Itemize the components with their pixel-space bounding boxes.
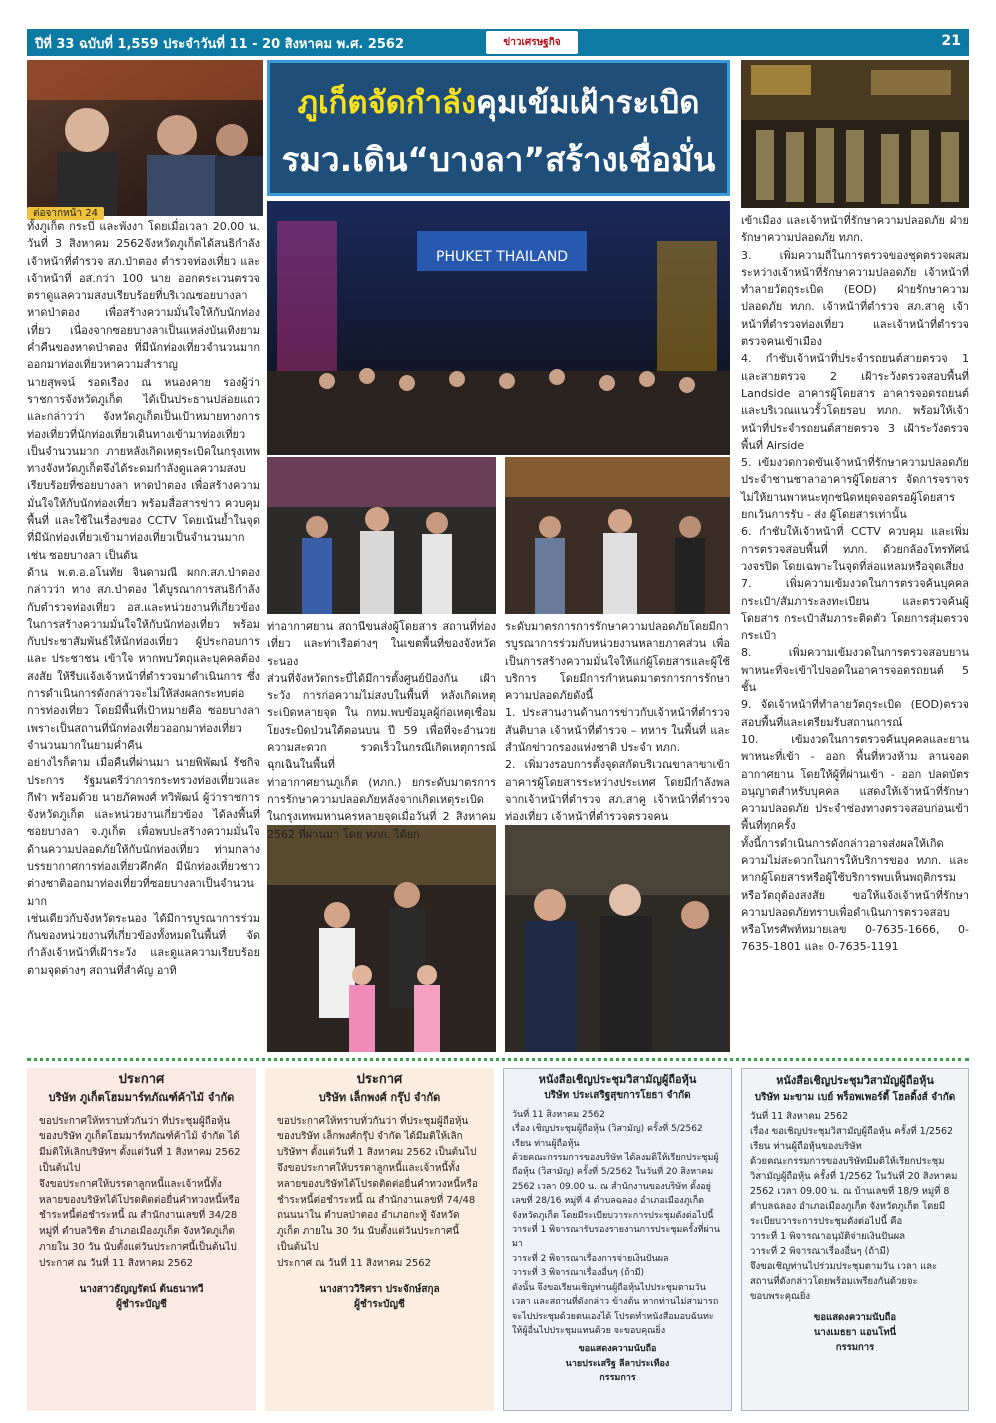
notice-company: บริษัท ประเสริฐสุขการโยธา จำกัด	[544, 1090, 691, 1102]
header-bar	[27, 29, 969, 56]
photo-greeting	[505, 457, 730, 614]
photo-top-right	[741, 60, 969, 208]
section-divider	[27, 1058, 969, 1061]
article-column-3: ระดับมาตรการการรักษาความปลอดภัยโดยมีการบูรณาการร่วมกับหน่วยงานหลายภาคส่วน เพื่อเป็นการสร้างความมั่นใจให้แก่ผู้โดยสารและผู้ใช้บริการ โดยมีการกำหนดมาตรการการรักษาความปลอดภัยดังนี้ 1. ประสานงานด้านการข่าวกับเจ้าหน้าที่ตำรวจสันติบาล เจ้าหน้าที่ตำรวจ – ทหาร ในพื้นที่ และสำนักข่าวกรองแห่งชาติ ประจำ ทภก. 2. เพิ่มวงรอบการตั้งจุดสกัดบริเวณขาลาขาเข้า อาคารผู้โดยสารระหว่างประเทศ โดยมีกำลังพลจากเจ้าหน้าที่ตำรวจ สภ.สาคู เจ้าหน้าที่ตำรวจท่องเที่ยว เจ้าหน้าที่ตำรวจตรวจคน	[505, 620, 730, 824]
notice-company: บริษัท ภูเก็ตโฮมมาร์ทภัณฑ์ค้าไม้ จำกัด	[48, 1090, 235, 1104]
notice-body: ขอประกาศให้ทราบทั่วกันว่า ที่ประชุมผู้ถือหุ้นของบริษัท ภูเก็ตโฮมมาร์ทภัณฑ์ค้าไม้ จำกัด ได้มีมติให้เลิกบริษัทฯ ตั้งแต่วันที่ 1 สิงหาคม 2562 เป็นต้นไป จึงขอประกาศให้บรรดาลูกหนี้และเจ้าหนี้ทั้งหลายของบริษัทได้โปรดติดต่อยื่นคำทวงหนี้หรือชำระหนี้ต่อชำระหนี้ ณ สำนักงานเลขที่ 34/28 หมู่ที่ ตำบลวิชิต อำเภอเมืองภูเก็ต จังหวัดภูเก็ต ภายใน 30 วัน นับตั้งแต่วันประกาศนี้เป็นต้นไป ประกาศ ณ วันที่ 11 สิงหาคม 2562	[39, 1115, 241, 1269]
photo-top-left	[27, 60, 263, 216]
notice-body: ขอประกาศให้ทราบทั่วกันว่า ที่ประชุมผู้ถือหุ้นของบริษัท เล็กพงศ์กรุ๊ป จำกัด ได้มีมติให้เลิกบริษัทฯ ตั้งแต่วันที่ 1 สิงหาคม 2562 เป็นต้นไป จึงขอประกาศให้บรรดาลูกหนี้และเจ้าหนี้ทั้งหลายของบริษัทได้โปรดติดต่อยื่นคำทวงหนี้หรือชำระหนี้ต่อชำระหนี้ ณ สำนักงานเลขที่ 74/48 ถนนนาใน ตำบลป่าตอง อำเภอกะทู้ จังหวัดภูเก็ต ภายใน 30 วัน นับตั้งแต่วันประกาศนี้เป็นต้นไป ประกาศ ณ วันที่ 11 สิงหาคม 2562	[277, 1115, 478, 1269]
photo-minister-walk	[267, 457, 496, 614]
continue-tag[interactable]: ต่อจากหน้า 24	[27, 207, 104, 220]
newspaper-logo: ข่าวเศรษฐกิจ	[486, 31, 578, 54]
headline-line-2: รมว.เดิน“บางลา”สร้างเชื่อมั่น	[281, 140, 716, 179]
notice-title: ประกาศ	[356, 1072, 403, 1087]
notice-title: หนังสือเชิญประชุมวิสามัญผู้ถือหุ้น	[776, 1074, 934, 1087]
headline-part-b: คุมเข้มเฝ้าระเบิด	[476, 85, 700, 121]
notice-box-2	[265, 1068, 494, 1411]
article-column-4: เข้าเมือง และเจ้าหน้าที่รักษาความปลอดภัย ฝ่ายรักษาความปลอดภัย ทภก. 3. เพิ่มความถี่ในการตรวจของชุดตรวจผสมระหว่างเจ้าหน้าที่รักษาความปลอดภัย เจ้าหน้าที่ทำลายวัตถุระเบิด (EOD) ฝ่ายรักษาความปลอดภัย ทภก. เจ้าหน้าที่ตำรวจ สภ.สาคู เจ้าหน้าที่ตำรวจท่องเที่ยว และเจ้าหน้าที่ตำรวจตรวจคนเข้าเมือง 4. กำชับเจ้าหน้าที่ประจำรถยนต์สายตรวจ 1 และสายตรวจ 2 เฝ้าระวังตรวจสอบพื้นที่ Landside อาคารผู้โดยสาร อาคารจอดรถยนต์ และบริเวณแนวรั้วโดยรอบ ทภก. พร้อมให้เจ้าหน้าที่ประจำรถยนต์สายตรวจ 3 เฝ้าระวังตรวจพื้นที่ Airside 5. เข้มงวดกวดขันเจ้าหน้าที่รักษาความปลอดภัย ประจำชานชาลาอาคารผู้โดยสาร จัดการจราจรไม่ให้ยานพาหนะทุกชนิดหยุดจอดรอผู้โดยสาร ยกเว้นการรับ - ส่ง ผู้โดยสารเท่านั้น 6. กำชับให้เจ้าหน้าที่ CCTV ควบคุม และเพิ่มการตรวจสอบพื้นที่ ทภก. ด้วยกล้องโทรทัศน์วงจรปิด โดยเฉพาะในจุดที่ล่อแหลมหรือจุดเสี่ยง 7. เพิ่มความเข้มงวดในการตรวจค้นบุคคล กระเป๋า/สัมภาระลงทะเบียน และตรวจค้นผู้โดยสาร กระเป๋าสัมภาระติดตัว โดยการสุ่มตรวจกระเป๋า 8. เพิ่มความเข้มงวดในการตรวจสอบยานพาหนะที่จะเข้าไปจอดในอาคารจอดรถยนต์ 5 ชั้น 9. จัดเจ้าหน้าที่ทำลายวัตถุระเบิด (EOD)ตรวจสอบพื้นที่และเตรียมรับสถานการณ์ 10. เข้มงวดในการตรวจค้นบุคคลและยานพาหนะที่เข้า - ออก พื้นที่หวงห้าม ลานจอดอากาศยาน โดยให้ผู้ที่ผ่านเข้า - ออก ปลดบัตรอนุญาตสำหรับบุคคล แสดงให้เจ้าหน้าที่รักษาความปลอดภัย ประจำช่องทางตรวจสอบก่อนเข้าพื้นที่ทุกครั้ง ทั้งนี้การดำเนินการดังกล่าวอาจส่งผลให้เกิดความไม่สะดวกในการให้บริการของ ทภก. และหากผู้โดยสารหรือผู้ใช้บริการพบเห็นพฤติกรรมหรือวัตถุต้องสงสัย ขอให้แจ้งเจ้าหน้าที่รักษาความปลอดภัยทราบเพื่อดำเนินการตรวจสอบ หรือโทรศัพท์หมายเลข 0-7635-1666, 0-7635-1801 และ 0-7635-1191	[741, 214, 969, 954]
headline-box	[267, 60, 730, 196]
photo-handshake	[505, 825, 730, 1052]
page-number: 21	[941, 33, 961, 49]
notice-signature: ขอแสดงความนับถือ นายประเสริฐ ลีลาประเทือง กรรมการ	[565, 1344, 670, 1384]
continue-tag-wrap	[27, 201, 104, 219]
notice-box-1	[27, 1068, 256, 1411]
issue-line: ปีที่ 33 ฉบับที่ 1,559 ประจำวันที่ 11 - 20 สิงหาคม พ.ศ. 2562	[35, 37, 404, 52]
notice-company: บริษัท มะขาม เบย์ พร็อพเพอร์ตี้ โฮลดิ้งส์ จำกัด	[754, 1092, 956, 1103]
notice-box-3	[503, 1068, 732, 1411]
notice-box-4	[741, 1068, 969, 1411]
notice-body: วันที่ 11 สิงหาคม 2562 เรื่อง เชิญประชุมผู้ถือหุ้น (วิสามัญ) ครั้งที่ 5/2562 เรียน ท่านผู้ถือหุ้น ด้วยคณะกรรมการของบริษัท ได้ลงมติให้เรียกประชุมผู้ถือหุ้น (วิสามัญ) ครั้งที่ 5/2562 ในวันที่ 20 สิงหาคม 2562 เวลา 09.00 น. ณ สำนักงานของบริษัท ตั้งอยู่เลขที่ 28/16 หมู่ที่ 4 ตำบลฉลอง อำเภอเมืองภูเก็ต จังหวัดภูเก็ต โดยมีระเบียบวาระการประชุมดังต่อไปนี้ วาระที่ 1 พิจารณารับรองรายงานการประชุมครั้งที่ผ่านมา วาระที่ 2 พิจารณาเรื่องการจ่ายเงินปันผล วาระที่ 3 พิจารณาเรื่องอื่นๆ (ถ้ามี) ดังนั้น จึงขอเรียนเชิญท่านผู้ถือหุ้นไปประชุมตามวัน เวลา และสถานที่ดังกล่าว ข้างต้น หากท่านไม่สามารถจะไปประชุมด้วยตนเองได้ โปรดทำหนังสือมอบฉันทะให้ผู้อื่นไปประชุมแทนด้วย จะขอบคุณยิ่ง	[512, 1109, 721, 1336]
notice-company: บริษัท เล็กพงศ์ กรุ๊ป จำกัด	[318, 1090, 441, 1104]
article-column-1: ทั้งภูเก็ต กระบี่ และพังงา โดยเมื่อเวลา 20.00 น. วันที่ 3 สิงหาคม 2562จังหวัดภูเก็ตได้สนธิกำลังเจ้าหน้าที่ตำรวจ สภ.ป่าตอง ตำรวจท่องเที่ยว และเจ้าหน้าที่ อส.กว่า 100 นาย ออกตระเวนตรวจตราดูแลความสงบเรียบร้อยที่บริเวณซอยบางลา หาดป่าตอง เพื่อสร้างความมั่นใจให้กับนักท่องเที่ยว เนื่องจากซอยบางลาเป็นแหล่งบันเทิงยามค่ำคืนของหาดป่าตอง ที่มีนักท่องเที่ยวจำนวนมากออกมาท่องเที่ยวหาความสำราญ นายสุพจน์ รอดเรือง ณ หนองคาย รองผู้ว่าราชการจังหวัดภูเก็ต ได้เป็นประธานปล่อยแถวและกล่าวว่า จังหวัดภูเก็ตเป็นเป้าหมายทางการท่องเที่ยวที่นักท่องเที่ยวเดินทางเข้ามาท่องเที่ยวเป็นจำนวนมาก ภายหลังเกิดเหตุระเบิดในกรุงเทพ ทางจังหวัดภูเก็ตจึงได้ระดมกำลังดูแลความสงบเรียบร้อยที่ซอยบางลา หาดป่าตอง เพื่อสร้างความมั่นใจให้กับนักท่องเที่ยว พร้อมสื่อสารข่าว ควบคุมพื้นที่ และใช้ในเรื่องของ CCTV โดยเน้นย้ำในจุดที่มีนักท่องเที่ยวเข้ามาท่องเที่ยวเป็นจำนวนมาก เช่น ซอยบางลา เป็นต้น ด้าน พ.ต.อ.อโนทัย จินดามณี ผกก.สภ.ป่าตอง กล่าวว่า ทาง สภ.ป่าตอง ได้บูรณาการสนธิกำลังกับตำรวจท่องเที่ยว อส.และหน่วยงานที่เกี่ยวข้องในการสร้างความมั่นใจให้กับนักท่องเที่ยว พร้อมกับประชาสัมพันธ์ให้นักท่องเที่ยว ผู้ประกอบการ และ ประชาชน เข้าใจ หากพบวัตถุและบุคคลต้องสงสัย ให้รีบแจ้งเจ้าหน้าที่ตำรวจมาดำเนินการ ซึ่งการดำเนินการดังกล่าวจะไม่ให้ส่งผลกระทบต่อการท่องเที่ยว โดยมีพื้นที่เป้าหมายคือ ซอยบางลา เพราะเป็นสถานที่นักท่องเที่ยวออกมาท่องเที่ยวจำนวนมากในยามค่ำคืน อย่างไรก็ตาม เมื่อคืนที่ผ่านมา นายพิพัฒน์ รัชกิจประการ รัฐมนตรีว่าการกระทรวงท่องเที่ยวและกีฬา พร้อมด้วย นายภัคพงศ์ ทวิพัฒน์ ผู้ว่าราชการจังหวัดภูเก็ต และหน่วยงานเกี่ยวข้อง ได้ลงพื้นที่ซอยบางลา จ.ภูเก็ต เพื่อพบปะสร้างความมั่นใจด้านความปลอดภัยให้กับนักท่องเที่ยว ท่ามกลางบรรยากาศการท่องเที่ยวคึกคัก มีนักท่องเที่ยวชาวต่างชาติออกมาท่องเที่ยวที่ซอยบางลาเป็นจำนวนมาก เช่นเดียวกับจังหวัดระนอง ได้มีการบูรณาการร่วมกันของหน่วยงานที่เกี่ยวข้องทั้งหมดในพื้นที่ จัดกำลังเจ้าหน้าที่เฝ้าระวัง และดูแลความเรียบร้อยตามจุดต่างๆ สถานที่สำคัญ อาทิ	[27, 220, 260, 977]
headline-part-a: ภูเก็ตจัดกำลัง	[297, 85, 477, 121]
article-column-2: ท่าอากาศยาน สถานีขนส่งผู้โดยสาร สถานที่ท่องเที่ยว และท่าเรือต่างๆ ในเขตพื้นที่ของจังหวัดระนอง ส่วนที่จังหวัดกระบี่ได้มีการตั้งศูนย์ป้องกัน เฝ้าระวัง การก่อความไม่สงบในพื้นที่ หลังเกิดเหตุระเบิดหลายจุด ใน กทม.พบข้อมูลผู้ก่อเหตุเชื่อมโยงระบิดป่วนใต้ตอนบน ปี 59 เพื่อที่จะอำนวยความสะดวก รวดเร็วในกรณีเกิดเหตุการณ์ฉุกเฉินในพื้นที่ ท่าอากาศยานภูเก็ต (ทภก.) ยกระดับมาตรการการรักษาความปลอดภัยหลังจากเกิดเหตุระเบิดในกรุงเทพมหานครหลายจุดเมื่อวันที่ 2 สิงหาคม 2562 ที่ผ่านมา โดย ทภก. ได้ยก	[267, 620, 496, 841]
notice-signature: ขอแสดงความนับถือ นางเมธยา แอนโทนี่ กรรมการ	[813, 1312, 897, 1353]
notice-signature: นางสาวธัญญรัตน์ ต้นธนาทวี ผู้ชำระบัญชี	[79, 1283, 204, 1311]
notice-title: หนังสือเชิญประชุมวิสามัญผู้ถือหุ้น	[538, 1073, 697, 1086]
photo-bangla-street	[267, 201, 730, 455]
notice-signature: นางสาววิริศรา ประจักษ์สกุล ผู้ชำระบัญชี	[319, 1283, 440, 1311]
headline-line-1	[270, 77, 727, 127]
notice-body: วันที่ 11 สิงหาคม 2562 เรื่อง ขอเชิญประชุมวิสามัญผู้ถือหุ้น ครั้งที่ 1/2562 เรียน ท่านผู้ถือหุ้นของบริษัท ด้วยคณะกรรมการของบริษัทมีมติให้เรียกประชุมวิสามัญผู้ถือหุ้น ครั้งที่ 1/2562 ในวันที่ 20 สิงหาคม 2562 เวลา 09.00 น. ณ บ้านเลขที่ 18/9 หมู่ที่ 8 ตำบลฉลอง อำเภอเมืองภูเก็ต จังหวัดภูเก็ต โดยมีระเบียบวาระการประชุมดังต่อไปนี้ คือ วาระที่ 1 พิจารณาอนุมัติจ่ายเงินปันผล วาระที่ 2 พิจารณาเรื่องอื่นๆ (ถ้ามี) จึงขอเชิญท่านไปร่วมประชุมตามวัน เวลา และสถานที่ดังกล่าวโดยพร้อมเพรียงกันด้วยจะขอบพระคุณยิ่ง	[750, 1111, 958, 1302]
notice-title: ประกาศ	[118, 1072, 165, 1087]
photo-sign-text: PHUKET THAILAND	[436, 249, 568, 265]
photo-family	[267, 825, 496, 1052]
